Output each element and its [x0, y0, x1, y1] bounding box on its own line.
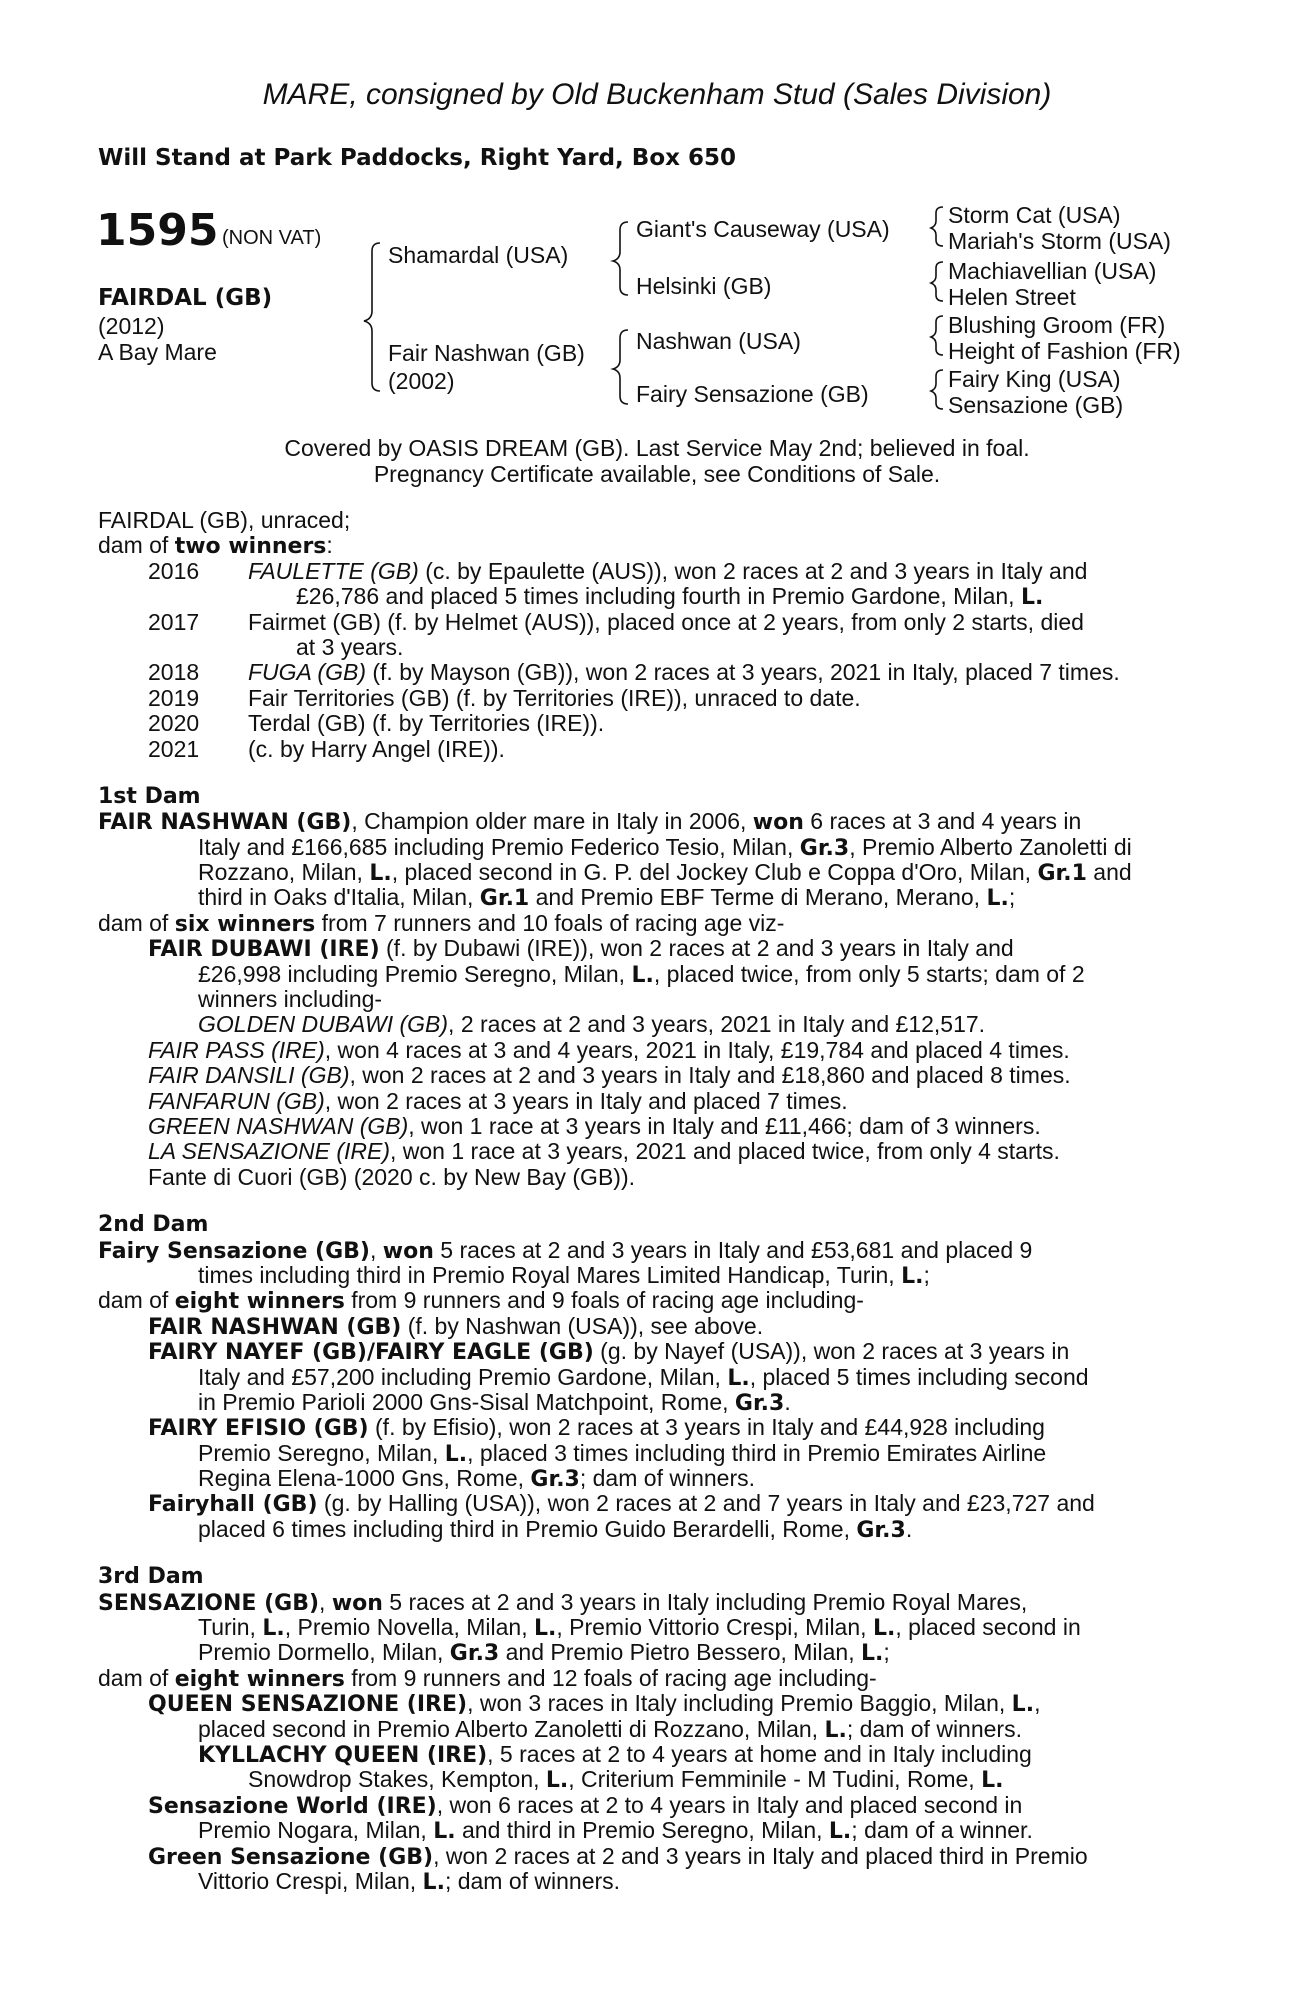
produce-entry: Green Sensazione (GB), won 2 races at 2 and 3 years in Italy and placed third in Premio [148, 1842, 1088, 1870]
pedigree-dam-year: (2002) [388, 368, 455, 394]
lot-number: 1595 [96, 205, 219, 256]
second-dam-produce: dam of eight winners from 9 runners and 9 foals of racing age including- [98, 1287, 864, 1315]
progeny-entry: 2020 Terdal (GB) (f. by Territories (IRE)). [148, 710, 605, 737]
pedigree-g3-3: Machiavellian (USA) [948, 258, 1157, 284]
vat-status: (NON VAT) [222, 227, 322, 249]
pregnancy-certificate-note: Pregnancy Certificate available, see Conditions of Sale. [373, 461, 941, 487]
produce-entry: Fante di Cuori (GB) (2020 c. by New Bay (GB)). [148, 1163, 635, 1190]
progeny-entry: 2018 FUGA (GB) (f. by Mayson (GB)), won 2 races at 3 years, 2021 in Italy, placed 7 times. [148, 659, 1120, 686]
stand-location: Will Stand at Park Paddocks, Right Yard, Box 650 [98, 145, 736, 171]
pedigree-dam-dam: Fairy Sensazione (GB) [636, 381, 869, 407]
progeny-entry: 2016 FAULETTE (GB) (c. by Epaulette (AUS)), won 2 races at 2 and 3 years in Italy and [148, 557, 1088, 584]
produce-entry: LA SENSAZIONE (IRE), won 1 race at 3 years, 2021 and placed twice, from only 4 starts. [148, 1138, 1060, 1165]
pedigree-g3-8: Sensazione (GB) [948, 392, 1124, 418]
pedigree-dam: Fair Nashwan (GB) [388, 340, 585, 366]
produce-entry: GOLDEN DUBAWI (GB), 2 races at 2 and 3 years, 2021 in Italy and £12,517. [198, 1011, 986, 1038]
pedigree-g3-1: Storm Cat (USA) [948, 202, 1121, 228]
produce-entry: GREEN NASHWAN (GB), won 1 race at 3 years in Italy and £11,466; dam of 3 winners. [148, 1112, 1041, 1139]
produce-entry: Sensazione World (IRE), won 6 races at 2 to 4 years in Italy and placed second in [148, 1791, 1023, 1819]
horse-year: (2012) [98, 313, 165, 339]
third-dam-produce: dam of eight winners from 9 runners and 12 foals of racing age including- [98, 1664, 877, 1692]
pedigree-sire-sire: Giant's Causeway (USA) [636, 216, 890, 242]
progeny-entry: 2021 (c. by Harry Angel (IRE)). [148, 735, 505, 762]
pedigree-g3-7: Fairy King (USA) [948, 366, 1121, 392]
pedigree-sire: Shamardal (USA) [388, 242, 569, 268]
horse-description: A Bay Mare [98, 339, 217, 365]
progeny-entry-cont: at 3 years. [296, 633, 404, 660]
second-dam-heading: 2nd Dam [98, 1212, 209, 1238]
first-dam-heading: 1st Dam [98, 783, 201, 809]
mare-race-record: FAIRDAL (GB), unraced; [98, 507, 351, 533]
produce-entry: FAIR NASHWAN (GB) (f. by Nashwan (USA)), see above. [148, 1312, 764, 1340]
progeny-entry: 2017 Fairmet (GB) (f. by Helmet (AUS)), placed once at 2 years, from only 2 starts, died [148, 608, 1084, 635]
first-dam-record: FAIR NASHWAN (GB), Champion older mare in Italy in 2006, won 6 races at 3 and 4 years in [98, 808, 1082, 836]
produce-entry: FAIR PASS (IRE), won 4 races at 3 and 4 years, 2021 in Italy, £19,784 and placed 4 times. [148, 1036, 1070, 1063]
pedigree-g3-4: Helen Street [948, 284, 1076, 310]
first-dam-produce: dam of six winners from 7 runners and 10 foals of racing age viz- [98, 909, 785, 937]
progeny-entry: 2019 Fair Territories (GB) (f. by Territories (IRE)), unraced to date. [148, 684, 861, 711]
second-dam-record: Fairy Sensazione (GB), won 5 races at 2 and 3 years in Italy and £53,681 and placed 9 [98, 1236, 1033, 1264]
pedigree-dam-sire: Nashwan (USA) [636, 328, 801, 354]
pedigree-sire-dam: Helsinki (GB) [636, 273, 772, 299]
pedigree-g3-2: Mariah's Storm (USA) [948, 228, 1171, 254]
produce-entry: FAIRY EFISIO (GB) (f. by Efisio), won 2 races at 3 years in Italy and £44,928 including [148, 1414, 1045, 1442]
covering-details: Covered by OASIS DREAM (GB). Last Service May 2nd; believed in foal. [284, 435, 1030, 461]
pedigree-g3-5: Blushing Groom (FR) [948, 312, 1166, 338]
third-dam-record: SENSAZIONE (GB), won 5 races at 2 and 3 years in Italy including Premio Royal Mares, [98, 1588, 1028, 1616]
produce-entry: FAIR DANSILI (GB), won 2 races at 2 and 3 years in Italy and £18,860 and placed 8 times. [148, 1062, 1071, 1089]
third-dam-heading: 3rd Dam [98, 1564, 204, 1590]
produce-entry: Fairyhall (GB) (g. by Halling (USA)), won 2 races at 2 and 7 years in Italy and £23,727 and [148, 1490, 1095, 1518]
mare-produce-summary: dam of two winners: [98, 532, 333, 560]
produce-entry: FANFARUN (GB), won 2 races at 3 years in Italy and placed 7 times. [148, 1087, 848, 1114]
progeny-entry-cont: £26,786 and placed 5 times including fourth in Premio Gardone, Milan, L. [296, 583, 1044, 611]
produce-entry: KYLLACHY QUEEN (IRE), 5 races at 2 to 4 years at home and in Italy including [198, 1740, 1032, 1768]
produce-entry: QUEEN SENSAZIONE (IRE), won 3 races in Italy including Premio Baggio, Milan, L., [148, 1690, 1041, 1718]
catalogue-heading: MARE, consigned by Old Buckenham Stud (Sales Division) [262, 78, 1052, 111]
produce-entry: FAIR DUBAWI (IRE) (f. by Dubawi (IRE)), won 2 races at 2 and 3 years in Italy and [148, 935, 1014, 963]
catalogue-body: FAIRDAL (GB), unraced; dam of two winners: 2016 FAULETTE (GB) (c. by Epaulette (AUS)), won 2 races at 2 and 3 years in Italy and £26,786 and placed 5 times including fourth in Premio Gardone, Milan, L. 2017 Fairmet (GB) (f. by Helmet (AUS)), placed once at 2 years, from only 2 starts, died at 3 years. 2018 FUGA (GB) (f. by Mayson (GB)), won 2 races at 3 years, 2021 in Italy, placed 7 times. 2019 Fair Territories (GB) (f. by Territories (IRE)), unraced to date. 2020 Terdal (GB) (f. by Territories (IRE)). 2021 (c. by Harry Angel (IRE)). 1st Dam FAIR NASHWAN (GB), Champion older mare in Italy in 2006, won 6 races at 3 and 4 years in Italy and £166,685 including Premio Federico Tesio, Milan, Gr.3, Premio Alberto Zanoletti di Rozzano, Milan, L., placed second in G. P. del Jockey Club e Coppa d'Oro, Milan, Gr.1 and third in Oaks d'Italia, Milan, Gr.1 and Premio EBF Terme di Merano, Merano, L.; dam of six winners from 7 runners and 10 foals of racing age viz- FAIR DUBAWI (IRE) (f. by Dubawi (IRE)), won 2 races at 2 and 3 years in Italy and £26,998 including Premio Seregno, Milan, L., placed twice, from only 5 starts; dam of 2 winners including- GOLDEN DUBAWI (GB), 2 races at 2 and 3 years, 2021 in Italy and £12,517. FAIR PASS (IRE), won 4 races at 3 and 4 years, 2021 in Italy, £19,784 and placed 4 times. FAIR DANSILI (GB), won 2 races at 2 and 3 years in Italy and £18,860 and placed 8 times. FANFARUN (GB), won 2 races at 3 years in Italy and placed 7 times. GREEN NASHWAN (GB), won 1 race at 3 years in Italy and £11,466; dam of 3 winners. LA SENSAZIONE (IRE), won 1 race at 3 years, 2021 and placed twice, from only 4 starts. Fante di Cuori (GB) (2020 c. by New Bay (GB)). 2nd Dam Fairy Sensazione (GB), won 5 races at 2 and 3 years in Italy and £53,681 and placed 9 times including third in Premio Royal Mares Limited Handicap, Turin, L.; dam of eight winners from 9 runners and 9 foals of racing age including- FAIR NASHWAN (GB) (f. by Nashwan (USA)), see above. FAIRY NAYEF (GB)/FAIRY EAGLE (GB) (g. by Nayef (USA)), won 2 races at 3 years in Italy and £57,200 including Premio Gardone, Milan, L., placed 5 times including second in Premio Parioli 2000 Gns-Sisal Matchpoint, Rome, Gr.3. FAIRY EFISIO (GB) (f. by Efisio), won 2 races at 3 years in Italy and £44,928 including Premio Seregno, Milan, L., placed 3 times including third in Premio Emirates Airline Regina Elena-1000 Gns, Rome, Gr.3; dam of winners. Fairyhall (GB) (g. by Halling (USA)), won 2 races at 2 and 7 years in Italy and £23,727 and placed 6 times including third in Premio Guido Berardelli, Rome, Gr.3. 3rd Dam SENSAZIONE (GB), won 5 races at 2 and 3 years in Italy including Premio Royal Mares, Turin, L., Premio Novella, Milan, L., Premio Vittorio Crespi, Milan, L., placed second in Premio Dormello, Milan, Gr.3 and Premio Pietro Bessero, Milan, L.; dam of eight winners from 9 runners and 12 foals of racing age including- QUEEN SENSAZIONE (IRE), won 3 races in Italy including Premio Baggio, Milan, L., placed second in Premio Alberto Zanoletti di Rozzano, Milan, L.; dam of winners. KYLLACHY QUEEN (IRE), 5 races at 2 to 4 years at home and in Italy including Snowdrop Stakes, Kempton, L., Criterium Femminile - M Tudini, Rome, L. Sensazione World (IRE), won 6 races at 2 to 4 years in Italy and placed second in Premio Nogara, Milan, L. and third in Premio Seregno, Milan, L.; dam of a winner. Green Sensazione (GB), won 2 races at 2 and 3 years in Italy and placed third in Premio Vittorio Crespi, Milan, L.; dam of winners. [98, 508, 1204, 1894]
pedigree-g3-6: Height of Fashion (FR) [948, 338, 1181, 364]
produce-entry: FAIRY NAYEF (GB)/FAIRY EAGLE (GB) (g. by Nayef (USA)), won 2 races at 3 years in [148, 1338, 1070, 1366]
horse-name: FAIRDAL (GB) [98, 285, 273, 311]
